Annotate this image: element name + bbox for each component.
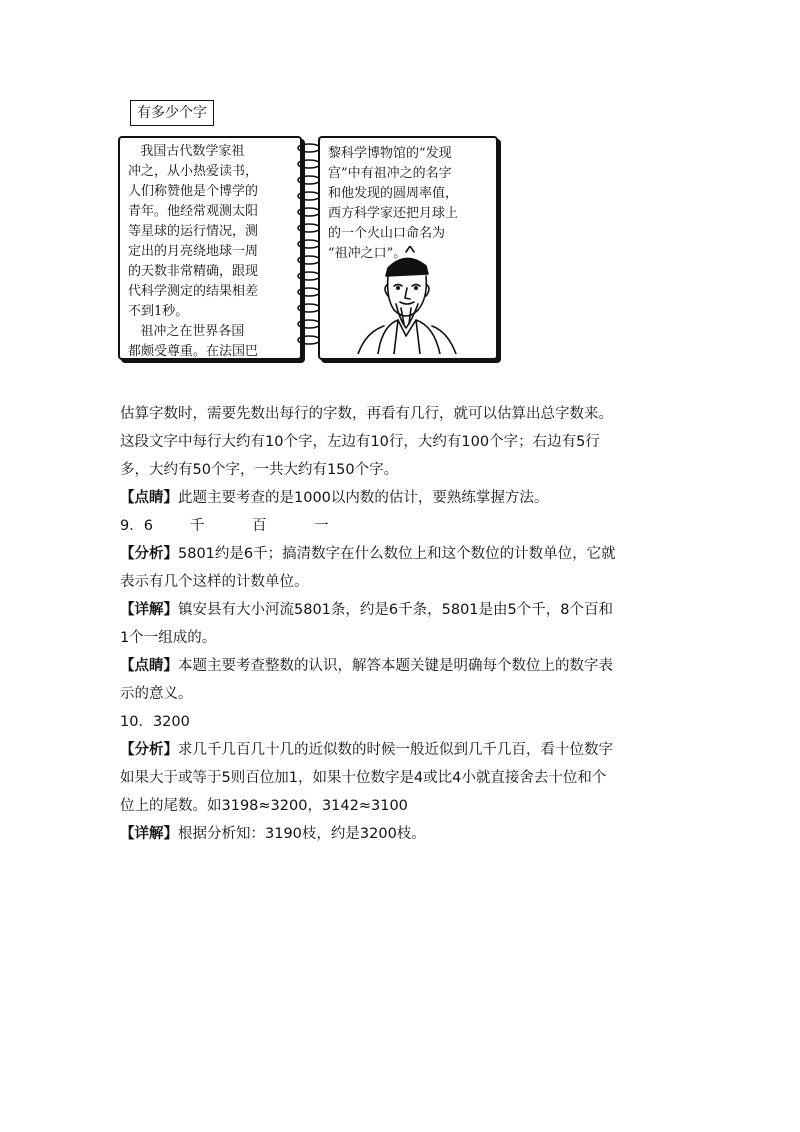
paragraph: 表示有几个这样的计数单位。 xyxy=(120,574,309,590)
paragraph: 1个一组成的。 xyxy=(120,630,217,646)
question-9-number: 9．6 xyxy=(120,518,153,534)
paragraph: 示的意义。 xyxy=(120,686,193,702)
paragraph xyxy=(120,652,710,680)
paragraph: 估算字数时，需要先数出每行的字数，再看有几行，就可以估算出总字数来。 xyxy=(120,406,613,422)
scholar-portrait-icon xyxy=(348,246,466,354)
answer-hundreds: 百 xyxy=(252,518,267,534)
answer-ones: 一 xyxy=(314,518,329,534)
paragraph: 如果大于或等于5则百位加1，如果十位数字是4或比4小就直接舍去十位和个 xyxy=(120,770,607,786)
tip-text: 此题主要考查的是1000以内数的估计，要熟练掌握方法。 xyxy=(178,490,549,506)
paragraph xyxy=(120,596,710,624)
paragraph xyxy=(120,820,710,848)
tip-tag: 【点睛】 xyxy=(120,490,178,506)
paragraph: 多，大约有50个字，一共大约有150个字。 xyxy=(120,462,399,478)
tip-tag: 【点睛】 xyxy=(120,658,178,674)
detail-text: 镇安县有大小河流5801条，约是6千条，5801是由5个千，8个百和 xyxy=(178,602,613,618)
right-page-text: 黎科学博物馆的“发现 宫”中有祖冲之的名字 和他发现的圆周率值， 西方科学家还把月球上 的一个火山口命名为 “祖冲之口”。 xyxy=(328,146,459,261)
detail-text: 根据分析知：3190枝，约是3200枝。 xyxy=(178,826,426,842)
detail-tag: 【详解】 xyxy=(120,602,178,618)
tip-text: 本题主要考查整数的认识，解答本题关键是明确每个数位上的数字表 xyxy=(178,658,613,674)
question-10-answer: 10．3200 xyxy=(120,714,190,730)
figure-title: 有多少个字 xyxy=(130,100,214,126)
paragraph: 这段文字中每行大约有10个字，左边有10行，大约有100个字；右边有5行 xyxy=(120,434,600,450)
analysis-tag: 【分析】 xyxy=(120,546,178,562)
left-page-text: 我国古代数学家祖 冲之，从小热爱读书， 人们称赞他是个博学的 青年。他经常观测太阳 等星球的运行情况，测 定出的月亮绕地球一周 的天数非常精确，跟现 代科学测定的结果相差 不到1秒。 祖冲之在世界各国 都颇受尊重。在法国巴 xyxy=(128,144,259,359)
paragraph xyxy=(120,540,710,568)
notebook-illustration xyxy=(118,96,498,368)
paragraph: 位上的尾数。如3198≈3200，3142≈3100 xyxy=(120,798,408,814)
notebook-left-page xyxy=(118,136,302,360)
paragraph xyxy=(120,484,710,512)
question-9-answer xyxy=(120,512,710,540)
answer-text-block xyxy=(120,400,710,848)
analysis-tag: 【分析】 xyxy=(120,742,178,758)
answer-thousands: 千 xyxy=(190,518,205,534)
analysis-text: 5801约是6千；搞清数字在什么数位上和这个数位的计数单位，它就 xyxy=(178,546,616,562)
paragraph xyxy=(120,736,710,764)
detail-tag: 【详解】 xyxy=(120,826,178,842)
analysis-text: 求几千几百几十几的近似数的时候一般近似到几千几百，看十位数字 xyxy=(178,742,613,758)
